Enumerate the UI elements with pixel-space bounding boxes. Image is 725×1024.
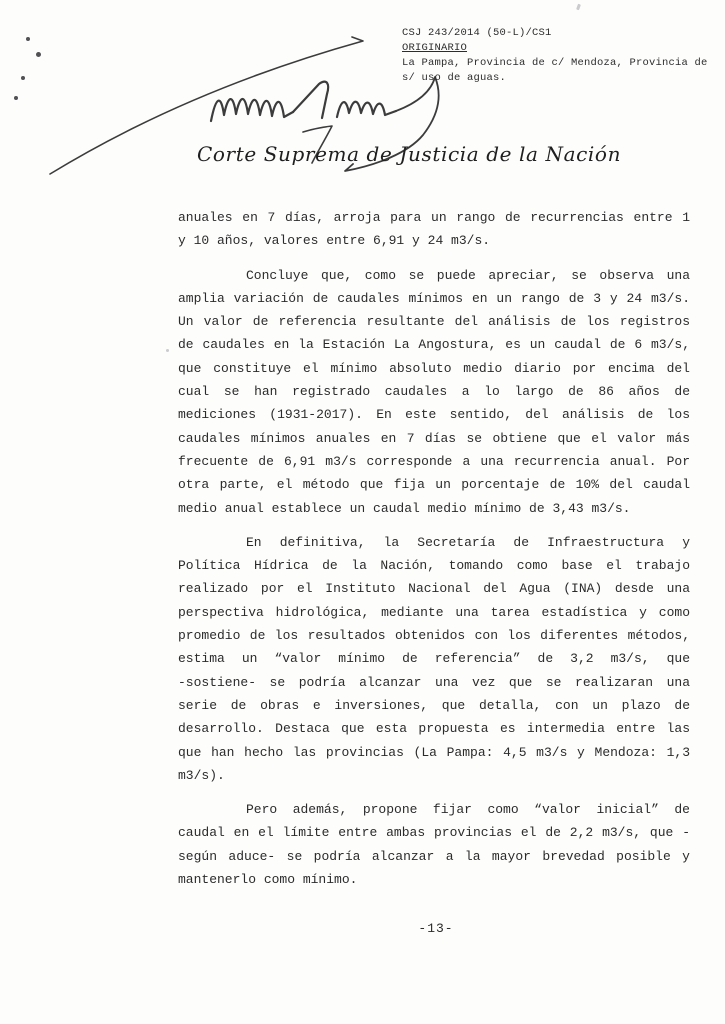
body-text-line: -sostiene- se podría alcanzar una vez que se realizaran una bbox=[178, 674, 690, 690]
body-text-line: según aduce- se podría alcanzar a la mayor brevedad posible y bbox=[178, 848, 690, 864]
paragraph bbox=[178, 206, 690, 253]
body-text-line: caudal en el límite entre ambas provincias el de 2,2 m3/s, que - bbox=[178, 825, 690, 841]
court-letterhead-title: Corte Suprema de Justicia de la Nación bbox=[197, 142, 622, 166]
document-body bbox=[178, 206, 690, 902]
body-text-line: que han hecho las provincias (La Pampa: 4,5 m3/s y Mendoza: 1,3 bbox=[178, 744, 690, 760]
body-text-line: perspectiva hidrológica, mediante una tarea estadística y como bbox=[178, 604, 690, 620]
case-number: CSJ 243/2014 (50-L)/CS1 bbox=[402, 27, 552, 39]
body-text-line: Un valor de referencia resultante del análisis de los registros bbox=[178, 314, 690, 330]
body-text-line: promedio de los resultados obtenidos con los diferentes métodos, bbox=[178, 628, 690, 644]
body-text-line: mantenerlo como mínimo. bbox=[178, 872, 358, 888]
body-text-line: Pero además, propone fijar como “valor inicial” de bbox=[246, 802, 690, 818]
body-text-line: Política Hídrica de la Nación, tomando como base el trabajo bbox=[178, 558, 690, 574]
body-text-line: cual se han registrado caudales a lo largo de 86 años de bbox=[178, 384, 690, 400]
page-number: -13- bbox=[418, 921, 454, 936]
body-text-line: otra parte, el método que fija un porcentaje de 10% del caudal bbox=[178, 477, 690, 493]
signature-stroke bbox=[337, 102, 396, 117]
paragraph bbox=[178, 531, 690, 787]
signature-stroke bbox=[293, 82, 328, 118]
body-text-line: y 10 años, valores entre 6,91 y 24 m3/s. bbox=[178, 233, 491, 249]
body-text-line: que constituye el mínimo absoluto medio diario por encima del bbox=[178, 360, 690, 376]
body-text-line: frecuente de 6,91 m3/s corresponde a una recurrencia anual. Por bbox=[178, 453, 690, 469]
body-text-line: amplia variación de caudales mínimos en un rango de 3 y 24 m3/s. bbox=[178, 290, 690, 306]
signature-stroke bbox=[211, 99, 293, 121]
body-text-line: En definitiva, la Secretaría de Infraestructura y bbox=[246, 534, 690, 550]
body-text-line: Concluye que, como se puede apreciar, se observa una bbox=[246, 267, 690, 283]
body-text-line: medio anual establece un caudal medio mínimo de 3,43 m3/s. bbox=[178, 500, 631, 516]
body-text-line: realizado por el Instituto Nacional del Agua (INA) desde una bbox=[178, 581, 690, 597]
case-type: ORIGINARIO bbox=[402, 42, 468, 54]
paragraph bbox=[178, 264, 690, 520]
scan-speck bbox=[576, 4, 581, 11]
body-text-line: desarrollo. Destaca que esta propuesta es intermedia entre las bbox=[178, 721, 690, 737]
body-text-line: serie de obras e inversiones, que detalla, con un plazo de bbox=[178, 697, 690, 713]
case-header bbox=[402, 26, 708, 86]
body-text-line: anuales en 7 días, arroja para un rango de recurrencias entre 1 bbox=[178, 210, 690, 225]
scan-speck bbox=[166, 349, 169, 352]
body-text-line: m3/s). bbox=[178, 767, 225, 783]
body-text-line: caudales mínimos anuales en 7 días se obtiene que el valor más bbox=[178, 430, 690, 446]
case-caption-line1: La Pampa, Provincia de c/ Mendoza, Provincia de bbox=[402, 57, 708, 69]
body-text-line: mediciones (1931-2017). En este sentido, del análisis de los bbox=[178, 407, 690, 423]
paragraph bbox=[178, 798, 690, 891]
case-caption-line2: s/ uso de aguas. bbox=[402, 72, 507, 84]
body-text-line: de caudales en la Estación La Angostura, es un caudal de 6 m3/s, bbox=[178, 337, 690, 353]
body-text-line: estima un “valor mínimo de referencia” de 3,2 m3/s, que bbox=[178, 651, 690, 667]
